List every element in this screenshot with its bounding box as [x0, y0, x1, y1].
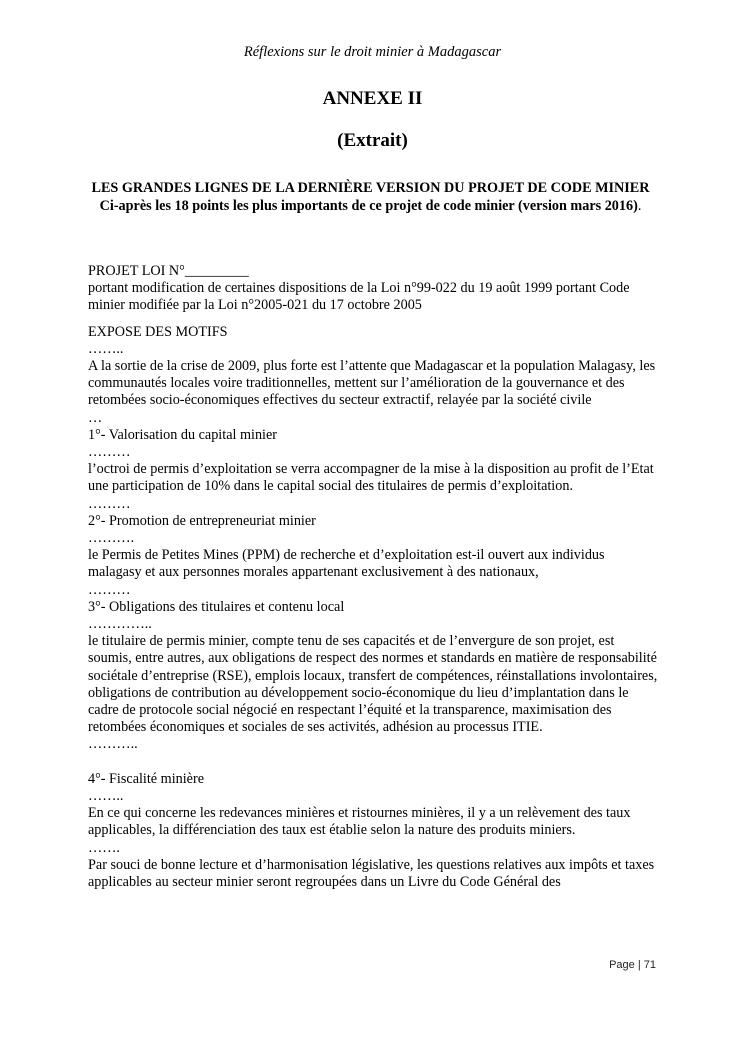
ellipsis: ……… [88, 581, 131, 598]
intro-heading [88, 180, 653, 215]
intro-line-1: LES GRANDES LIGNES DE LA DERNIÈRE VERSION DU PROJET DE CODE MINIER [91, 180, 650, 196]
intro-line-2 [88, 198, 653, 216]
paragraph-point-1: l’octroi de permis d’exploitation se verra accompagner de la mise à la disposition au profit de l’Etat une participation de 10% dans le capital social des titulaires de permis d’exploitation. [88, 461, 654, 495]
expose-heading: EXPOSE DES MOTIFS [88, 323, 228, 340]
ellipsis: ………. [88, 530, 135, 547]
projet-loi-description: portant modification de certaines dispositions de la Loi n°99-022 du 19 août 1999 portant Code minier modifiée par la Loi n°2005-021 du 17 octobre 2005 [88, 280, 630, 314]
ellipsis: ……. [88, 839, 120, 856]
extrait-subtitle: (Extrait) [337, 130, 408, 151]
paragraph-point-3: le titulaire de permis minier, compte tenu de ses capacités et de l’envergure de son projet, est soumis, entre autres, aux obligations de respect des normes et standards en matière de responsabilité sociétale d’entreprise (RSE), emplois locaux, transfert de compétences, réinstallations involontaires, obligations de contribution au développement socio-économique du lieu d’implantation dans le cadre de protocole social négocié en respectant l’équité et la transparence, maximisation des retombées économiques et sociales de ses activités, adhésion au processus ITIE. [88, 633, 658, 736]
running-header: Réflexions sur le droit minier à Madagascar [243, 44, 502, 60]
paragraph-point-4a: En ce qui concerne les redevances minières et ristournes minières, il y a un relèvement des taux applicables, la différenciation des taux est établie selon la nature des produits miniers. [88, 805, 631, 839]
document-body [88, 263, 658, 891]
ellipsis: …….. [88, 340, 124, 357]
paragraph-intro: A la sortie de la crise de 2009, plus forte est l’attente que Madagascar et la population Malagasy, les communautés locales voire traditionnelles, mettent sur l’amélioration de la gouvernance et des retombées socio-économiques effectives du secteur extractif, relayée par la société civile [88, 358, 656, 409]
ellipsis: ………….. [88, 616, 152, 633]
point-3-heading: 3°- Obligations des titulaires et contenu local [88, 598, 345, 615]
paragraph-point-2: le Permis de Petites Mines (PPM) de recherche et d’exploitation est-il ouvert aux individus malagasy et aux personnes morales appartenant exclusivement à des nationaux, [88, 547, 605, 581]
point-1-heading: 1°- Valorisation du capital minier [88, 426, 278, 443]
ellipsis: ……… [88, 444, 131, 461]
page-number: Page | 71 [609, 959, 656, 971]
intro-line-2-text: Ci-après les 18 points les plus importants de ce projet de code minier (version mars 2016) [99, 197, 638, 214]
intro-line-2-end: . [637, 197, 642, 214]
annexe-title: ANNEXE II [322, 88, 423, 109]
paragraph-point-4b: Par souci de bonne lecture et d’harmonisation législative, les questions relatives aux impôts et taxes applicables au secteur minier seront regroupées dans un Livre du Code Général des [88, 856, 655, 890]
projet-loi-title: PROJET LOI N°_________ [88, 263, 249, 279]
ellipsis: … [88, 409, 103, 426]
point-4-heading: 4°- Fiscalité minière [88, 770, 204, 787]
ellipsis: …….. [88, 787, 124, 804]
point-2-heading: 2°- Promotion de entrepreneuriat minier [88, 512, 316, 529]
ellipsis: ……….. [88, 736, 138, 753]
ellipsis: ……… [88, 495, 131, 512]
